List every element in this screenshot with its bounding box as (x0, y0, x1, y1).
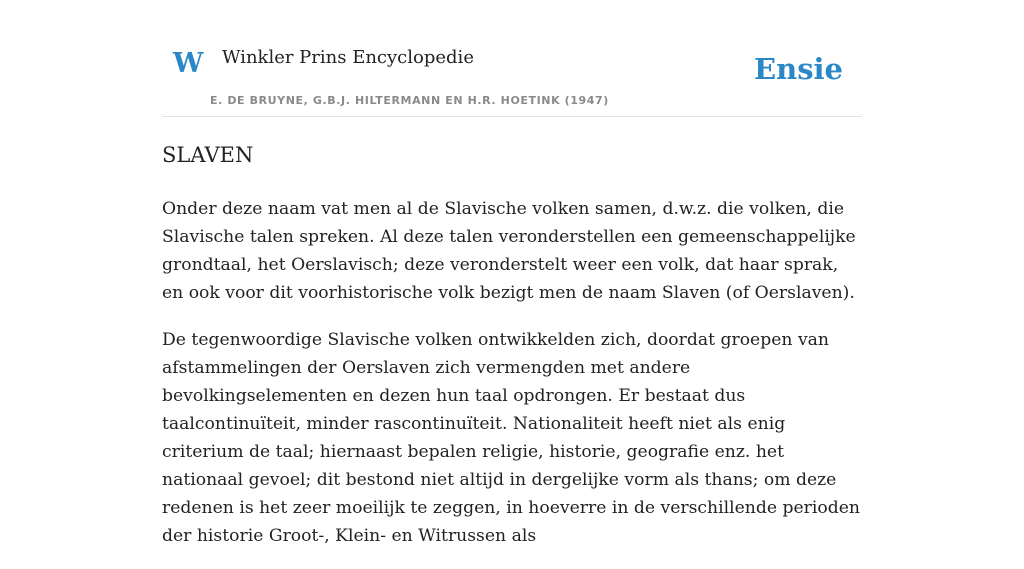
winkler-prins-logo[interactable]: W (173, 48, 204, 79)
source-header (162, 0, 862, 117)
article-title: SLAVEN (162, 143, 254, 167)
article-paragraph-2: De tegenwoordige Slavische volken ontwikkelden zich, doordat groepen van afstammelingen der Oerslaven zich vermengden met andere bevolkingselementen en dezen hun taal opdrongen. Er bestaat dus taalcontinuïteit, minder rascontinuïteit. Nationaliteit heeft niet als enig criterium de taal; hiernaast bepalen religie, historie, geografie enz. het nationaal gevoel; dit bestond niet altijd in dergelijke vorm als thans; om deze redenen is het zeer moeilijk te zeggen, in hoeverre in de verschillende perioden der historie Groot-, Klein- en Witrussen als (162, 330, 860, 546)
article-paragraph-1: Onder deze naam vat men al de Slavische volken samen, d.w.z. die volken, die Slavische talen spreken. Al deze talen veronderstellen een gemeenschappelijke grondtaal, het Oerslavisch; deze veronderstelt weer een volk, dat haar sprak, en ook voor dit voorhistorische volk bezigt men de naam Slaven (of Oerslaven). (162, 199, 856, 303)
article (162, 140, 862, 569)
source-title[interactable]: Winkler Prins Encyclopedie (222, 47, 474, 68)
ensie-logo[interactable]: Ensie (754, 52, 843, 86)
source-authors: E. DE BRUYNE, G.B.J. HILTERMANN EN H.R. HOETINK (1947) (210, 94, 609, 107)
